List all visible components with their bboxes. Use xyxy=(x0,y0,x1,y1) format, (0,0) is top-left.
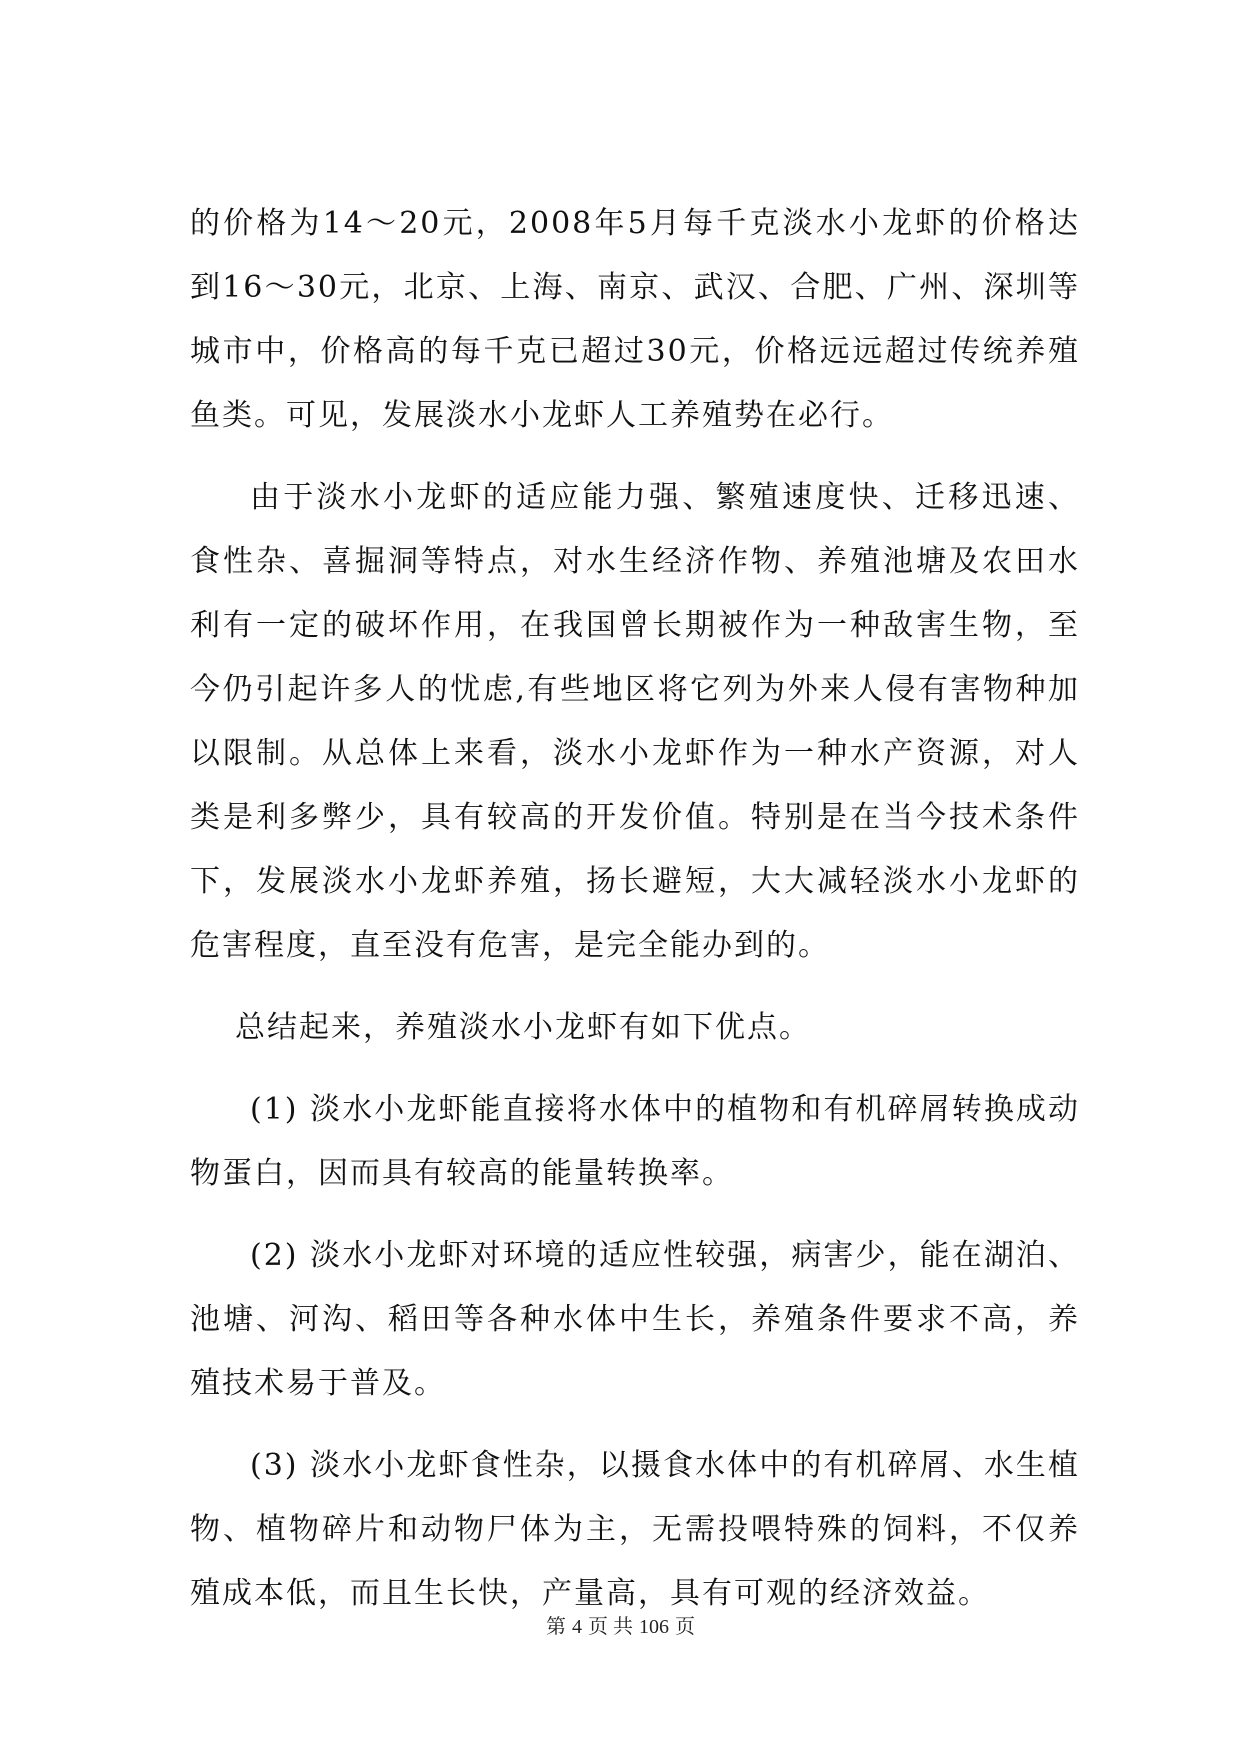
paragraph-advantage-3: (3) 淡水小龙虾食性杂，以摄食水体中的有机碎屑、水生植物、植物碎片和动物尸体为主，无需投喂特殊的饲料，不仅养殖成本低，而且生长快，产量高，具有可观的经济效益。 xyxy=(190,1448,1080,1611)
body-text xyxy=(190,192,1080,1626)
paragraph-adaptability: 由于淡水小龙虾的适应能力强、繁殖速度快、迁移迅速、食性杂、喜掘洞等特点，对水生经济作物、养殖池塘及农田水利有一定的破坏作用，在我国曾长期被作为一种敌害生物，至今仍引起许多人的忧虑,有些地区将它列为外来人侵有害物种加以限制。从总体上来看，淡水小龙虾作为一种水产资源，对人类是利多弊少，具有较高的开发价值。特别是在当今技术条件下，发展淡水小龙虾养殖，扬长避短，大大减轻淡水小龙虾的危害程度，直至没有危害，是完全能办到的。 xyxy=(190,480,1080,963)
footer-total-pages: 106 xyxy=(639,1616,669,1638)
footer-suffix: 页 xyxy=(675,1616,695,1638)
page-footer xyxy=(0,1614,1241,1640)
footer-prefix: 第 xyxy=(546,1616,566,1638)
footer-mid: 页 共 xyxy=(588,1616,633,1638)
paragraph-price-continuation: 的价格为14～20元，2008年5月每千克淡水小龙虾的价格达到16～30元，北京、上海、南京、武汉、合肥、广州、深圳等城市中，价格高的每千克已超过30元，价格远远超过传统养殖鱼类。可见，发展淡水小龙虾人工养殖势在必行。 xyxy=(190,206,1080,433)
paragraph-advantage-2: (2) 淡水小龙虾对环境的适应性较强，病害少，能在湖泊、池塘、河沟、稻田等各种水体中生长，养殖条件要求不高，养殖技术易于普及。 xyxy=(190,1238,1080,1401)
footer-page-number: 4 xyxy=(572,1616,582,1638)
paragraph-summary-intro: 总结起来，养殖淡水小龙虾有如下优点。 xyxy=(235,1010,811,1045)
paragraph-advantage-1: (1) 淡水小龙虾能直接将水体中的植物和有机碎屑转换成动物蛋白，因而具有较高的能量转换率。 xyxy=(190,1092,1080,1191)
